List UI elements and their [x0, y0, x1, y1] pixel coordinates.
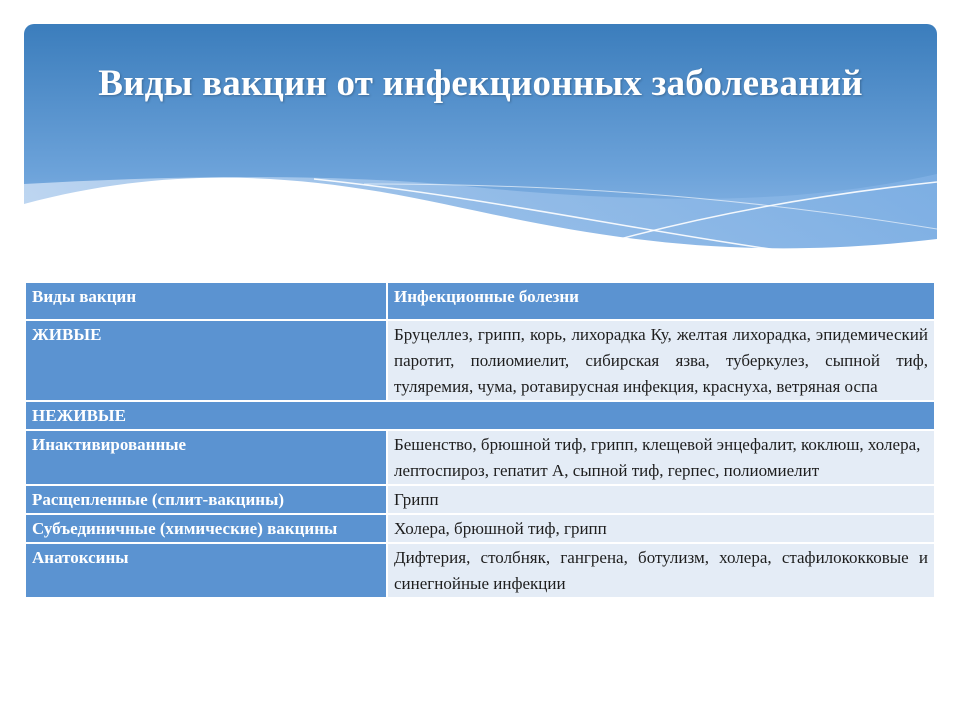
- table-row-subunit: [26, 515, 934, 544]
- row-label-live: ЖИВЫЕ: [26, 321, 388, 402]
- table-row-toxoids: [26, 544, 934, 599]
- vaccine-table: [26, 283, 934, 599]
- row-diseases-toxoids: Дифтерия, столбняк, гангрена, ботулизм, холера, стафилококковые и синегнойные инфекции: [388, 544, 934, 599]
- slide-title: Виды вакцин от инфекционных заболеваний: [98, 63, 863, 104]
- row-diseases-live: Бруцеллез, грипп, корь, лихорадка Ку, желтая лихорадка, эпидемический паротит, полиомиелит, сибирская язва, туберкулез, сыпной тиф, туляремия, чума, ротавирусная инфекция, краснуха, ветряная оспа: [388, 321, 934, 402]
- table-row-split: [26, 486, 934, 515]
- table-header-row: [26, 283, 934, 321]
- column-header-diseases: Инфекционные болезни: [388, 283, 934, 321]
- row-diseases-subunit: Холера, брюшной тиф, грипп: [388, 515, 934, 544]
- row-label-split: Расщепленные (сплит-вакцины): [26, 486, 388, 515]
- section-label-nonlive: НЕЖИВЫЕ: [26, 402, 934, 431]
- column-header-vaccine-types: Виды вакцин: [26, 283, 388, 321]
- table-section-row: [26, 402, 934, 431]
- row-diseases-split: Грипп: [388, 486, 934, 515]
- row-diseases-inactivated: Бешенство, брюшной тиф, грипп, клещевой энцефалит, коклюш, холера, лептоспироз, гепатит А, сыпной тиф, герпес, полиомиелит: [388, 431, 934, 486]
- row-label-inactivated: Инактивированные: [26, 431, 388, 486]
- table-row-live: [26, 321, 934, 402]
- table-row-inactivated: [26, 431, 934, 486]
- row-label-toxoids: Анатоксины: [26, 544, 388, 599]
- row-label-subunit: Субъединичные (химические) вакцины: [26, 515, 388, 544]
